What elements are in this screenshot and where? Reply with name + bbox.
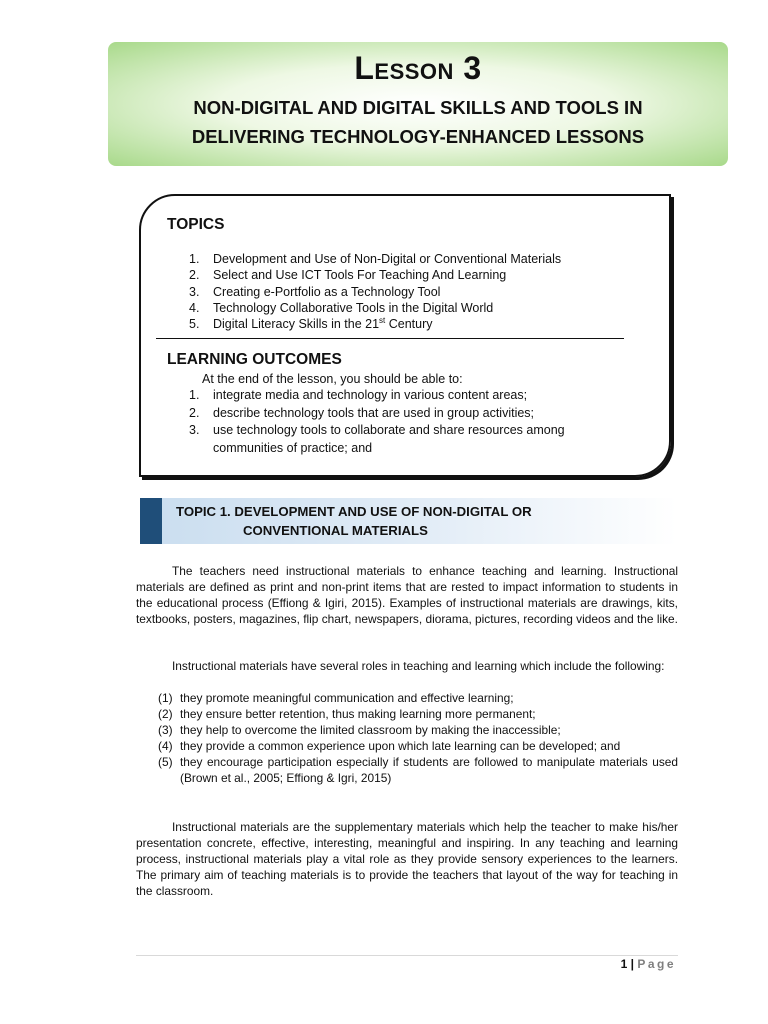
body-paragraph-1: The teachers need instructional materials to enhance teaching and learning. Instructional materials are defined as print and non-print items that are rested to impact information to students in the educational process (Effiong & Igiri, 2015). Examples of instructional materials are drawings, kits, textbooks, posters, magazines, flip chart, newspapers, diorama, pictures, recording videos and the like. <box>136 564 678 626</box>
topic-item: 2. Select and Use ICT Tools For Teaching And Learning <box>189 268 507 283</box>
outcome-item: 3. use technology tools to collaborate and share resources among communities of practice; and <box>189 423 565 455</box>
subtitle-line-1: NON-DIGITAL AND DIGITAL SKILLS AND TOOLS IN <box>193 97 643 118</box>
topic-1-title-line-2: CONVENTIONAL MATERIALS <box>243 523 428 538</box>
topic-1-accent <box>140 498 162 544</box>
subtitle-line-2: DELIVERING TECHNOLOGY-ENHANCED LESSONS <box>191 126 645 147</box>
lesson-number: 3 <box>463 50 482 86</box>
footer-divider <box>136 955 678 956</box>
outcome-item: 2. describe technology tools that are used in group activities; <box>189 405 535 420</box>
role-item: (3) they help to overcome the limited classroom by making the inaccessible; <box>158 723 561 737</box>
topics-list <box>189 251 561 332</box>
outcomes-intro: At the end of the lesson, you should be able to: <box>202 372 463 386</box>
page-number: 1 <box>620 957 628 971</box>
outcomes-list <box>189 387 619 457</box>
role-item: (4) they provide a common experience upon which late learning can be developed; and <box>158 739 621 753</box>
topic-item: 3. Creating e-Portfolio as a Technology Tool <box>189 284 441 299</box>
page-footer <box>621 957 676 971</box>
roles-list <box>158 690 678 786</box>
role-item: (2) they ensure better retention, thus making learning more permanent; <box>158 707 536 721</box>
topics-divider <box>156 338 624 339</box>
page-label: Page <box>637 957 676 971</box>
outcomes-heading: LEARNING OUTCOMES <box>167 351 342 368</box>
lesson-label: Lesson <box>354 50 454 86</box>
topics-heading: TOPICS <box>167 216 225 233</box>
body-paragraph-3: Instructional materials are the supplementary materials which help the teacher to make his/her presentation concrete, effective, interesting, meaningful and inspiring. In any teaching and learning process, instructional materials play a vital role as they provide sensory experiences to the learners. The primary aim of teaching materials is to provide the teachers that layout of the way for teaching in the classroom. <box>136 820 678 898</box>
lesson-subtitle <box>108 93 728 151</box>
role-item: (1) they promote meaningful communication and effective learning; <box>158 691 514 705</box>
outcome-item: 1. integrate media and technology in various content areas; <box>189 388 528 402</box>
topic-item: 4. Technology Collaborative Tools in the Digital World <box>189 300 494 315</box>
lesson-title <box>108 50 728 87</box>
topic-item: 1. Development and Use of Non-Digital or Conventional Materials <box>189 252 562 266</box>
role-item: (5) they encourage participation especially if students are followed to manipulate materials used (Brown et al., 2005; Effiong & Igri, 2015) <box>158 755 678 785</box>
footer-separator: | <box>630 957 634 971</box>
body-paragraph-2: Instructional materials have several roles in teaching and learning which include the following: <box>172 659 665 673</box>
topic-item: 5. Digital Literacy Skills in the 21st Century <box>189 316 433 332</box>
topic-1-title-line-1: TOPIC 1. DEVELOPMENT AND USE OF NON-DIGITAL OR <box>176 504 532 519</box>
